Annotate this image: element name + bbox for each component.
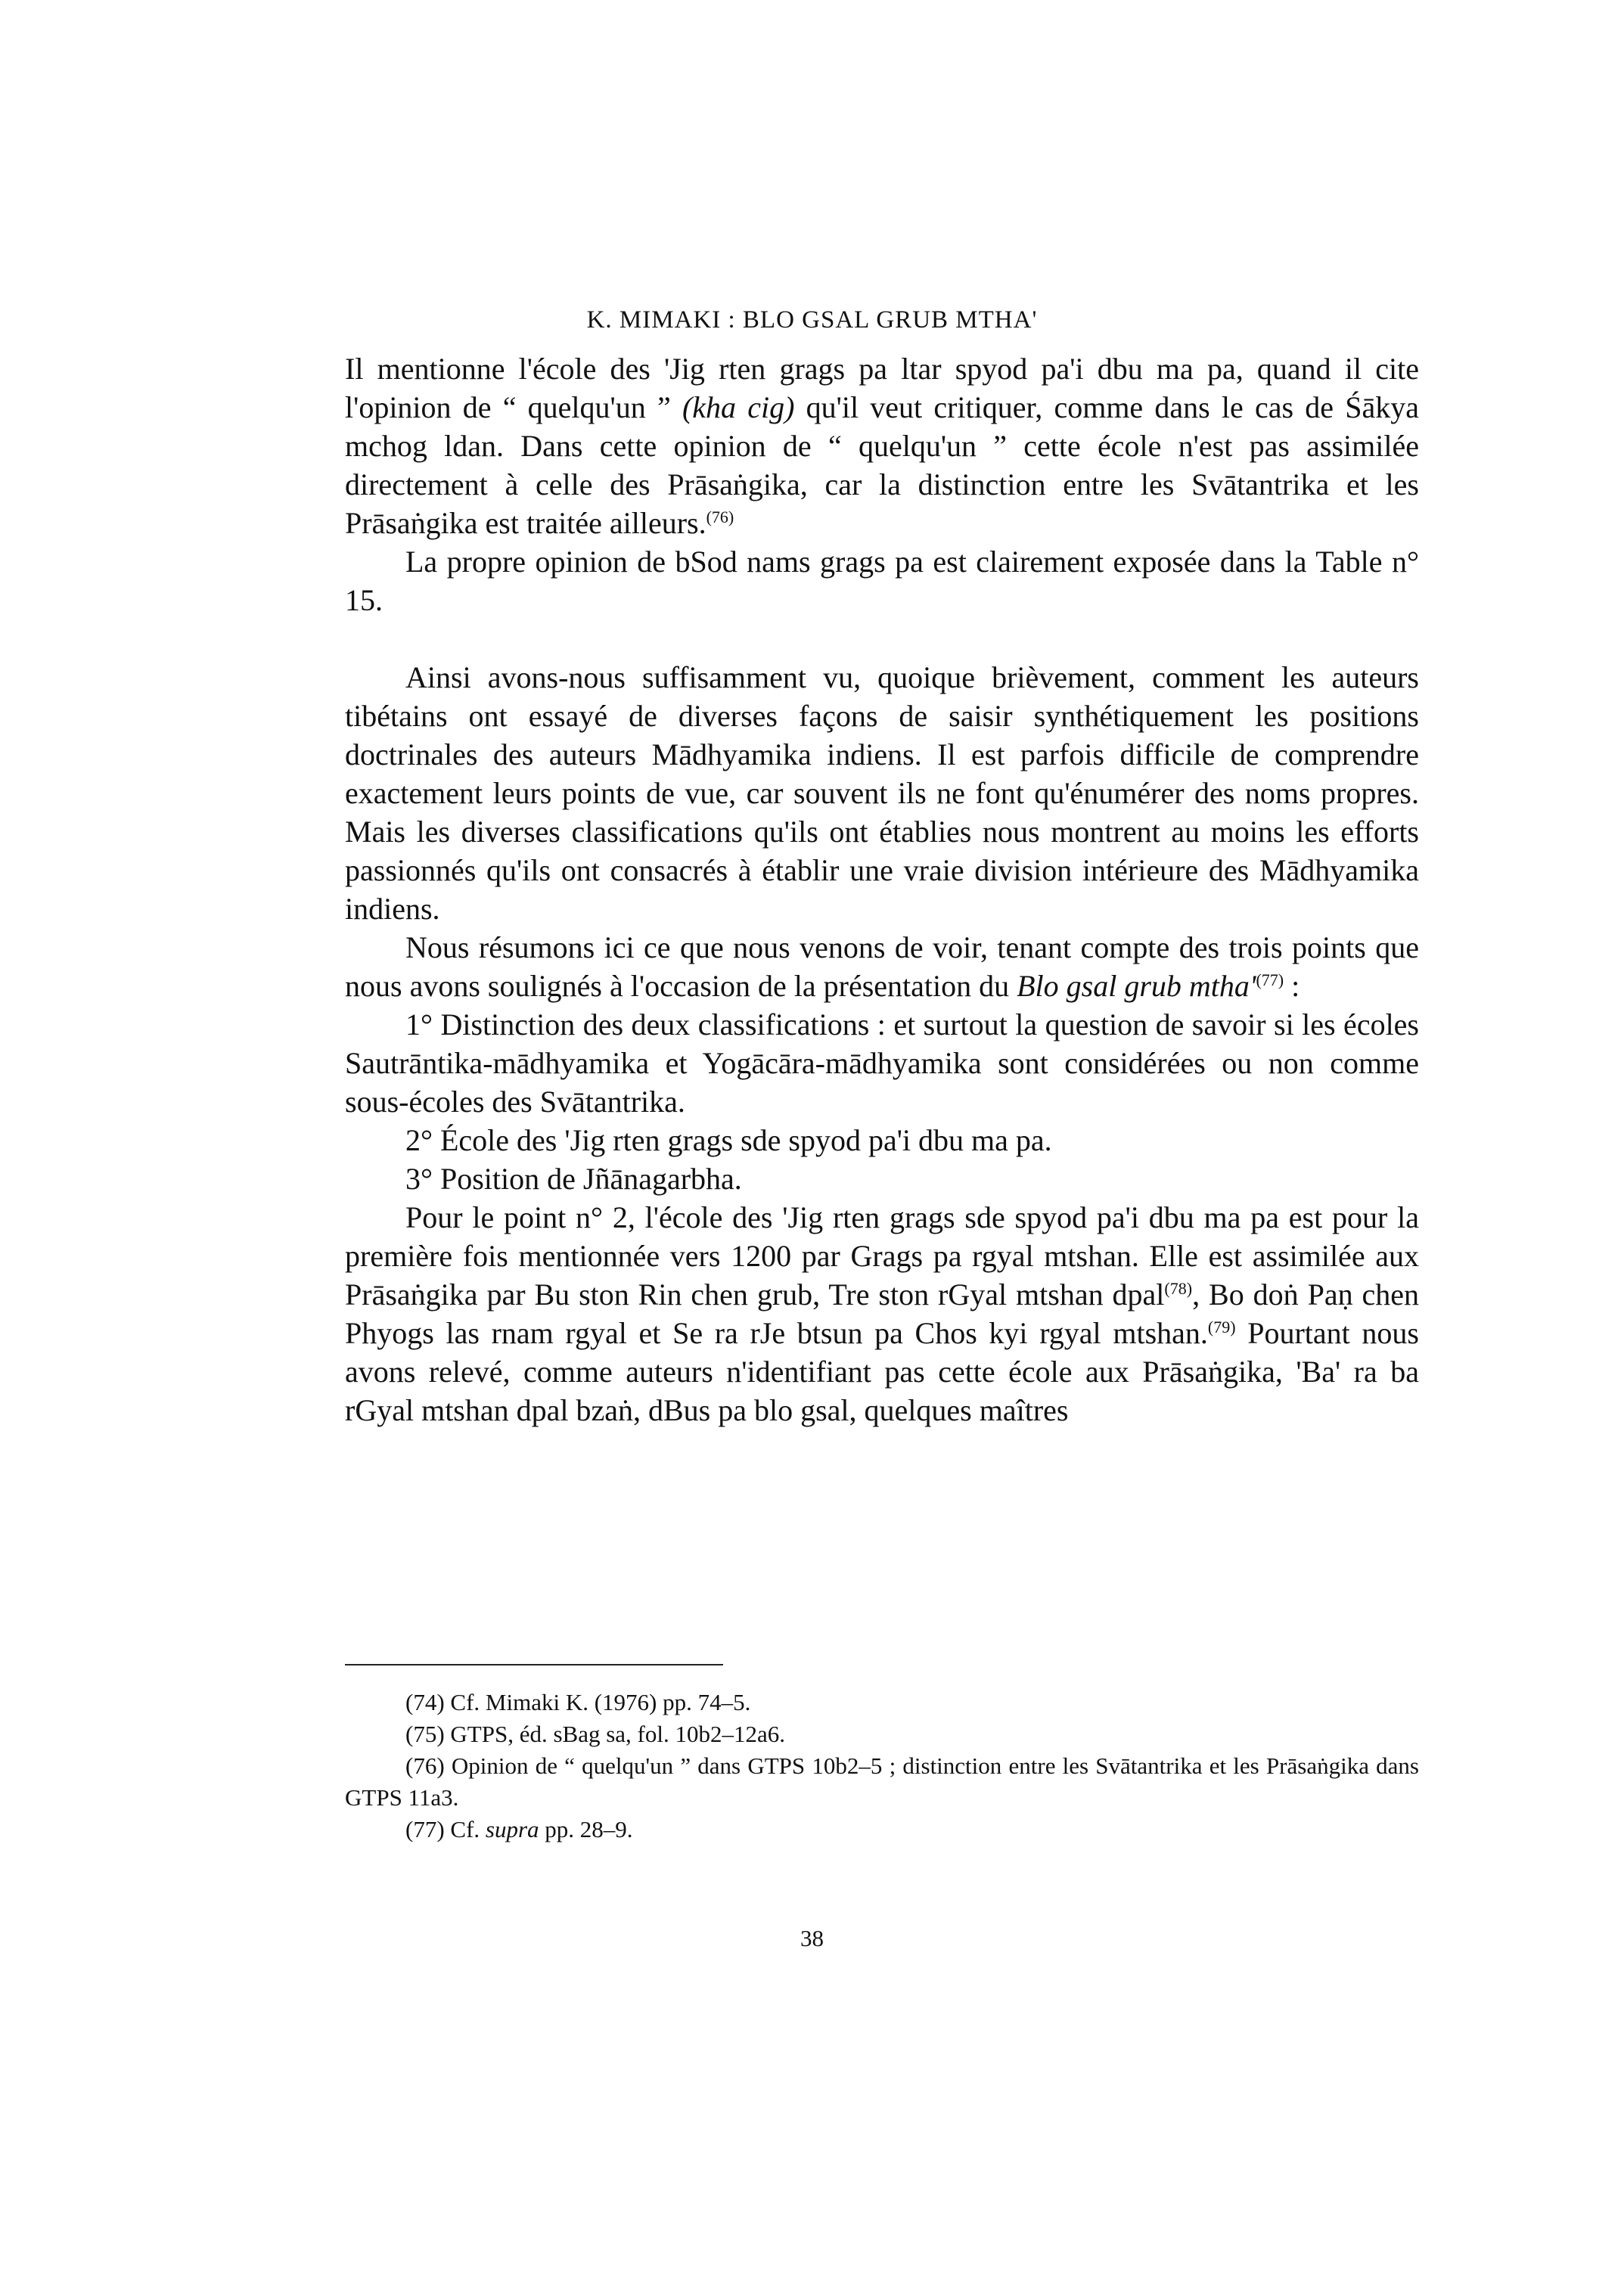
p8-part-c: Pourtant nous avons relevé, comme auteurs n'identifiant pas cette école aux Prāsaṅgika, 'Ba' ra ba rGyal mtshan dpal bzaṅ, dBus pa blo gsal, quelques maîtres [345, 1316, 1419, 1427]
footnote-77 [345, 1814, 1419, 1845]
p8-part-b: , Bo doṅ Paṇ chen Phyogs las rnam rgyal et Se ra rJe btsun pa Chos kyi rgyal mtshan. [345, 1277, 1420, 1350]
paragraph-4 [345, 928, 1419, 1005]
footnote-75 [345, 1718, 1419, 1750]
p8-part-a: Pour le point n° 2, l'école des 'Jig rten grags sde spyod pa'i dbu ma pa est pour la première fois mentionnée vers 1200 par Grags pa rgyal mtshan. Elle est assimilée aux Prāsaṅgika par Bu ston Rin chen grub, Tre ston rGyal mtshan dpal [345, 1200, 1419, 1312]
paragraph-6: 2° École des 'Jig rten grags sde spyod pa'i dbu ma pa. [405, 1123, 1052, 1157]
footnotes [345, 1687, 1419, 1845]
paragraph-5: 1° Distinction des deux classifications : et surtout la question de savoir si les écoles Sautrāntika-mādhyamika et Yogācāra-mādhyamika sont considérées ou non comme sous-écoles des Svātantrika. [345, 1007, 1419, 1119]
page-number: 38 [800, 1925, 824, 1951]
p1-part-b: qu'il veut critiquer, comme dans le cas de Śākya mchog ldan. Dans cette opinion de “ quelqu'un ” cette école n'est pas assimilée directement à celle des Prāsaṅgika, car la distinction entre les Svātantrika et les Prāsaṅgika est traitée ailleurs. [345, 390, 1419, 540]
paragraph-1 [345, 349, 1419, 542]
footnote-number: (76) [405, 1752, 445, 1779]
footnote-ref-77[interactable]: (77) [1256, 970, 1284, 989]
paragraph-7: 3° Position de Jñānagarbha. [405, 1162, 742, 1196]
p1-part-a: Il mentionne l'école des 'Jig rten grags pa ltar spyod pa'i dbu ma pa, quand il cite l'opinion de “ quelqu'un ” [345, 352, 1419, 424]
p1-italic: (kha cig) [682, 390, 795, 424]
footnote-ref-76[interactable]: (76) [706, 508, 734, 526]
paragraph-3: Ainsi avons-nous suffisamment vu, quoique brièvement, comment les auteurs tibétains ont essayé de diverses façons de saisir synthétiquement les positions doctrinales des auteurs Mādhyamika indiens. Il est parfois difficile de comprendre exactement leurs points de vue, car souvent ils ne font qu'énumérer des noms propres. Mais les diverses classifications qu'ils ont établies nous montrent au moins les efforts passionnés qu'ils ont consacrés à établir une vraie division intérieure des Mādhyamika indiens. [345, 660, 1419, 926]
p4-italic: Blo gsal grub mtha' [1017, 969, 1256, 1003]
footnote-ref-79[interactable]: (79) [1207, 1318, 1236, 1336]
footnote-text: Opinion de “ quelqu'un ” dans GTPS 10b2–5 ; distinction entre les Svātantrika et les Prāsaṅgika dans GTPS 11a3. [345, 1752, 1419, 1811]
p4-part-a: Nous résumons ici ce que nous venons de voir, tenant compte des trois points que nous avons soulignés à l'occasion de la présentation du [345, 930, 1419, 1003]
paragraph-2: La propre opinion de bSod nams grags pa est clairement exposée dans la Table n° 15. [345, 545, 1419, 617]
footnote-number: (75) [405, 1721, 445, 1747]
footnote-text: GTPS, éd. sBag sa, fol. 10b2–12a6. [450, 1721, 785, 1747]
footnote-italic: supra [485, 1816, 539, 1842]
running-head: K. MIMAKI : BLO GSAL GRUB MTHA' [586, 306, 1038, 334]
paragraph-8 [345, 1198, 1419, 1429]
footnote-text-end: pp. 28–9. [539, 1816, 633, 1842]
footnote-text: Cf. [450, 1816, 486, 1842]
footnote-divider [345, 1664, 723, 1665]
footnote-number: (74) [405, 1689, 445, 1715]
main-text [345, 349, 1419, 1429]
footnote-ref-78[interactable]: (78) [1164, 1279, 1193, 1298]
footnote-74 [345, 1687, 1419, 1718]
p4-part-b: : [1284, 969, 1300, 1003]
footnote-76 [345, 1750, 1419, 1814]
footnote-number: (77) [405, 1816, 445, 1842]
footnote-text: Cf. Mimaki K. (1976) pp. 74–5. [450, 1689, 751, 1715]
